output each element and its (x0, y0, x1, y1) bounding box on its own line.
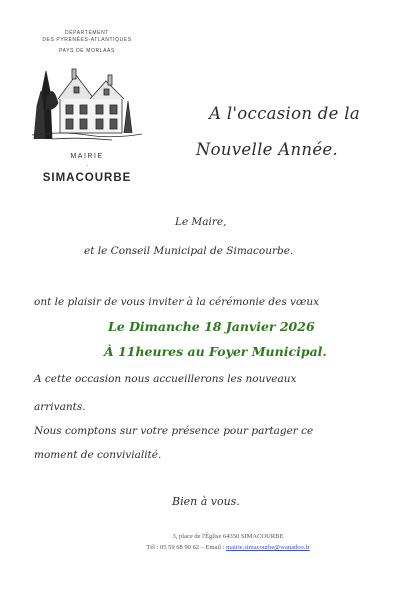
closing-text: Bien à vous. (172, 495, 240, 508)
department-line: DÉPARTEMENT (65, 30, 109, 36)
event-time-place: À 11heures au Foyer Municipal. (104, 344, 327, 359)
hosts-council: et le Conseil Municipal de Simacourbe. (84, 245, 294, 257)
footer-address: 3, place de l'Église 64350 SIMACOURBE (172, 533, 284, 540)
welcome-text-line-1: A cette occasion nous accueillerons les nouveaux (34, 373, 297, 385)
footer (118, 531, 338, 553)
mairie-label: MAIRIE (70, 153, 104, 160)
presence-text-line-2: moment de convivialité. (34, 449, 162, 461)
canton-line: PAYS DE MORLAÀS (59, 48, 115, 54)
footer-contact (118, 542, 338, 553)
hosts-mayor: Le Maire, (175, 216, 227, 228)
heading-line-2: Nouvelle Année. (195, 140, 338, 159)
department-name: DES PYRÉNÉES-ATLANTIQUES (42, 37, 132, 43)
event-date: Le Dimanche 18 Janvier 2026 (108, 319, 315, 334)
heading-line-1: A l'occasion de la (209, 104, 360, 123)
presence-text-line-1: Nous comptons sur votre présence pour partager ce (34, 425, 314, 437)
welcome-text-line-2: arrivants. (34, 401, 86, 413)
footer-email-link[interactable]: mairie.simacourbe@wanadoo.fr (226, 544, 310, 551)
separator-dot: - (85, 162, 89, 169)
footer-contact-prefix: Tél : 05 59 68 90 62 – Email : (146, 544, 225, 551)
town-name: SIMACOURBE (42, 172, 132, 184)
town-hall-drawing (32, 61, 142, 143)
letterhead (22, 30, 152, 184)
invitation-text: ont le plaisir de vous inviter à la cérémonie des vœux (34, 296, 320, 308)
